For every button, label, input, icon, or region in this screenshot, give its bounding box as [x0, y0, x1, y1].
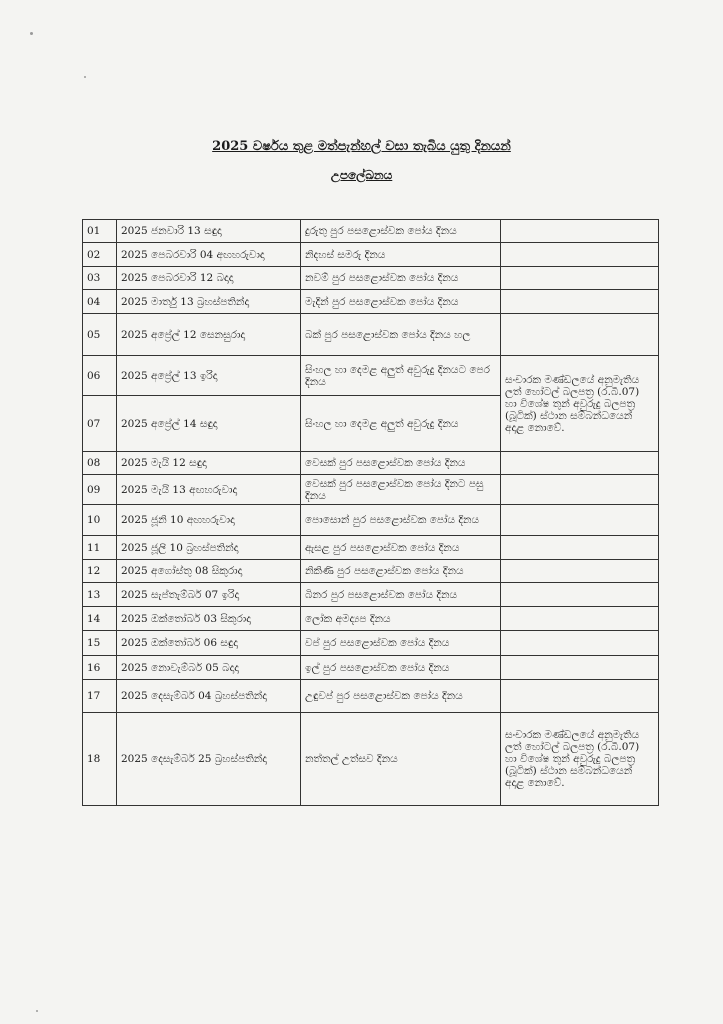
scan-speck: [36, 1010, 38, 1012]
row-number: 15: [83, 631, 117, 656]
row-date: 2025 පෙබරවාරි 04 අඟහරුවාදා: [117, 243, 301, 267]
row-note: [501, 267, 659, 290]
row-description: මැදින් පුර පසළොස්වක පෝය දිනය: [301, 290, 501, 314]
row-note: [501, 290, 659, 314]
row-note: [501, 243, 659, 267]
row-number: 02: [83, 243, 117, 267]
table-row: [83, 713, 659, 806]
table-row: [83, 505, 659, 536]
row-note: [501, 680, 659, 713]
row-number: 06: [83, 356, 117, 396]
row-note: [501, 560, 659, 583]
row-description: වෙසක් පුර පසළොස්වක පෝය දිනට පසු දිනය: [301, 475, 501, 505]
row-description: පොසොන් පුර පසළොස්වක පෝය දිනය: [301, 505, 501, 536]
row-date: 2025 ඔක්තෝබර් 03 සිකුරාදා: [117, 607, 301, 631]
row-number: 16: [83, 656, 117, 680]
table-row: [83, 220, 659, 243]
row-number: 05: [83, 314, 117, 356]
row-note: [501, 607, 659, 631]
table-row: [83, 631, 659, 656]
row-note: [501, 452, 659, 475]
row-note: [501, 220, 659, 243]
row-date: 2025 නොවැම්බර් 05 බදාදා: [117, 656, 301, 680]
row-number: 01: [83, 220, 117, 243]
row-description: නිකිණි පුර පසළොස්වක පෝය දිනය: [301, 560, 501, 583]
page-title: 2025 වර්ෂය තුළ මත්පැන්හල් වසා තැබිය යුතු දිනයන්: [212, 139, 511, 154]
page-subtitle: උපලේඛනය: [330, 168, 393, 182]
row-description: ඇසළ පුර පසළොස්වක පෝය දිනය: [301, 536, 501, 560]
row-number: 17: [83, 680, 117, 713]
row-description: වප් පුර පසළොස්වක පෝය දිනය: [301, 631, 501, 656]
row-date: 2025 අප්‍රේල් 12 සෙනසුරාදා: [117, 314, 301, 356]
row-date: 2025 ජූලි 10 බ්‍රහස්පතින්දා: [117, 536, 301, 560]
row-description: නිදහස් සමරු දිනය: [301, 243, 501, 267]
row-date: 2025 ඔක්තෝබර් 06 සඳුදා: [117, 631, 301, 656]
row-description: ඉල් පුර පසළොස්වක පෝය දිනය: [301, 656, 501, 680]
row-date: 2025 අප්‍රේල් 13 ඉරිදා: [117, 356, 301, 396]
table-row: [83, 267, 659, 290]
row-description: දුරුතු පුර පසළොස්වක පෝය දිනය: [301, 220, 501, 243]
exemption-note: සංචාරක මණ්ඩලයේ අනුමැතිය ලත් හෝටල් බලපත්‍ර (ර.බී.07) හා විශේෂ තුන් අවුරුදු බලපත්‍ර (බූටික්) ස්ථාන සම්බන්ධයෙන් අදාළ නොවේ.: [501, 713, 659, 806]
exemption-note: සංචාරක මණ්ඩලයේ අනුමැතිය ලත් හෝටල් බලපත්‍ර (ර.බී.07) හා විශේෂ තුන් අවුරුදු බලපත්‍ර (බූටික්) ස්ථාන සම්බන්ධයෙන් අදාළ නොවේ.: [501, 356, 659, 452]
row-number: 12: [83, 560, 117, 583]
row-date: 2025 පෙබරවාරි 12 බදාදා: [117, 267, 301, 290]
row-description: සිංහල හා දෙමළ අලුත් අවුරුදු දිනයට පෙර දිනය: [301, 356, 501, 396]
row-number: 09: [83, 475, 117, 505]
row-description: වෙසක් පුර පසළොස්වක පෝය දිනය: [301, 452, 501, 475]
table-row: [83, 656, 659, 680]
row-date: 2025 අගෝස්තු 08 සිකුරාදා: [117, 560, 301, 583]
table-row: [83, 356, 659, 396]
table-row: [83, 536, 659, 560]
holiday-table: [82, 219, 659, 806]
row-date: 2025 ජනවාරි 13 සඳුදා: [117, 220, 301, 243]
table-row: [83, 290, 659, 314]
row-number: 07: [83, 396, 117, 452]
row-date: 2025 අප්‍රේල් 14 සඳුදා: [117, 396, 301, 452]
table-row: [83, 607, 659, 631]
row-date: 2025 දෙසැම්බර් 25 බ්‍රහස්පතින්දා: [117, 713, 301, 806]
row-description: උඳුවප් පුර පසළොස්වක පෝය දිනය: [301, 680, 501, 713]
row-date: 2025 මැයි 13 අඟහරුවාදා: [117, 475, 301, 505]
row-description: බක් පුර පසළොස්වක පෝය දිනය හල: [301, 314, 501, 356]
row-date: 2025 මාර්තු 13 බ්‍රහස්පතින්දා: [117, 290, 301, 314]
row-number: 14: [83, 607, 117, 631]
row-number: 13: [83, 583, 117, 607]
row-note: [501, 631, 659, 656]
row-description: නත්තල් උත්සව දිනය: [301, 713, 501, 806]
row-description: නවම් පුර පසළොස්වක පෝය දිනය: [301, 267, 501, 290]
table-row: [83, 452, 659, 475]
row-number: 10: [83, 505, 117, 536]
row-date: 2025 ජූනි 10 අඟහරුවාදා: [117, 505, 301, 536]
table-row: [83, 680, 659, 713]
row-number: 08: [83, 452, 117, 475]
row-description: සිංහල හා දෙමළ අලුත් අවුරුදු දිනය: [301, 396, 501, 452]
row-note: [501, 314, 659, 356]
row-number: 18: [83, 713, 117, 806]
row-date: 2025 මැයි 12 සඳුදා: [117, 452, 301, 475]
row-note: [501, 505, 659, 536]
row-note: [501, 656, 659, 680]
scan-speck: [30, 32, 33, 35]
row-description: බිනර පුර පසළොස්වක පෝය දිනය: [301, 583, 501, 607]
table-row: [83, 475, 659, 505]
row-note: [501, 536, 659, 560]
row-description: ලෝක අමද්‍යප දිනය: [301, 607, 501, 631]
row-note: [501, 583, 659, 607]
table-row: [83, 583, 659, 607]
row-note: [501, 475, 659, 505]
row-date: 2025 සැප්තැම්බර් 07 ඉරිදා: [117, 583, 301, 607]
table-row: [83, 243, 659, 267]
row-number: 03: [83, 267, 117, 290]
row-date: 2025 දෙසැම්බර් 04 බ්‍රහස්පතින්දා: [117, 680, 301, 713]
table-row: [83, 314, 659, 356]
scan-speck: [84, 76, 86, 78]
row-number: 04: [83, 290, 117, 314]
table-row: [83, 560, 659, 583]
row-number: 11: [83, 536, 117, 560]
